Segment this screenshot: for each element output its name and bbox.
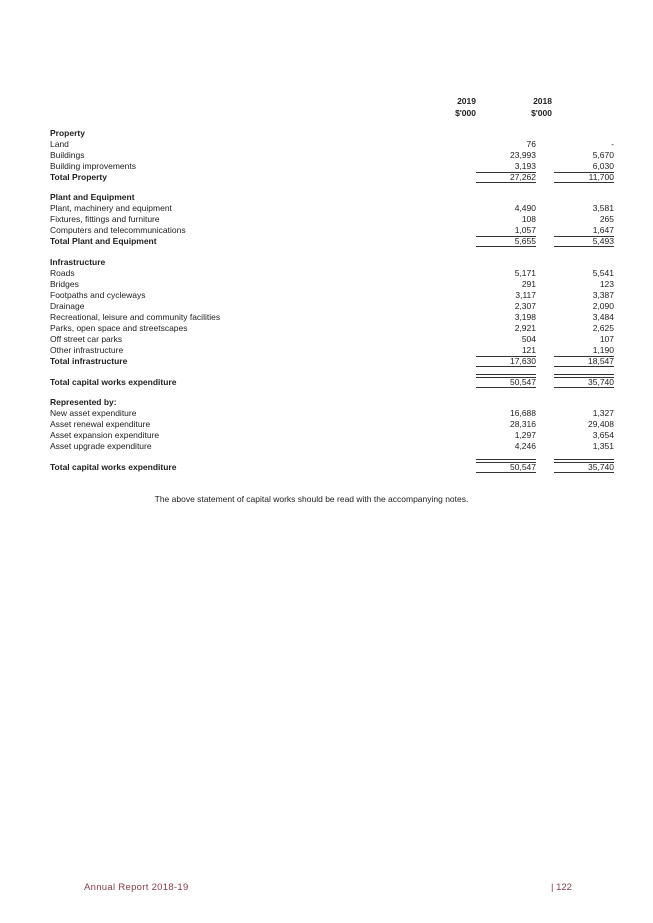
row-label: Asset expansion expenditure — [50, 430, 160, 440]
value-2019: 27,262 — [476, 172, 536, 183]
table-row — [50, 312, 614, 323]
column-unit-2019: $'000 — [455, 108, 476, 118]
total-row — [50, 356, 614, 367]
row-label: Buildings — [50, 150, 85, 160]
value-2018: 3,654 — [592, 430, 614, 440]
row-label: New asset expenditure — [50, 408, 137, 418]
value-2019: 1,057 — [514, 225, 536, 235]
table-row — [50, 139, 614, 150]
column-year-2019: 2019 — [457, 96, 476, 106]
section-heading — [50, 192, 577, 203]
table-row — [50, 214, 614, 225]
table-row — [50, 225, 614, 236]
row-label: Total capital works expenditure — [50, 377, 177, 387]
value-2019: 28,316 — [510, 419, 536, 429]
row-label: Total infrastructure — [50, 356, 128, 366]
value-2018: 6,030 — [592, 161, 614, 171]
value-2019: 4,490 — [514, 203, 536, 213]
value-2018: 2,090 — [592, 301, 614, 311]
table-row — [50, 268, 614, 279]
row-label: Parks, open space and streetscapes — [50, 323, 188, 333]
total-row — [50, 172, 614, 183]
column-header-2019 — [416, 95, 476, 119]
column-unit-2018: $'000 — [531, 108, 552, 118]
row-label: Fixtures, fittings and furniture — [50, 214, 160, 224]
row-label: Footpaths and cycleways — [50, 290, 146, 300]
value-2019: 50,547 — [476, 462, 536, 473]
footer-page-number: | 122 — [551, 882, 572, 893]
column-year-2018: 2018 — [533, 96, 552, 106]
value-2019: 4,246 — [514, 441, 536, 451]
total-row — [50, 462, 614, 473]
total-row — [50, 377, 614, 388]
value-2018: 5,493 — [554, 236, 614, 247]
value-2018: 1,190 — [592, 345, 614, 355]
value-2019: 5,171 — [514, 268, 536, 278]
value-2019: 291 — [521, 279, 536, 289]
footer-report-title: Annual Report 2018-19 — [84, 882, 189, 893]
value-2019: 3,117 — [515, 290, 536, 300]
row-label: Property — [50, 128, 85, 138]
row-label: Roads — [50, 268, 75, 278]
row-label: Off street car parks — [50, 334, 123, 344]
value-2018: 18,547 — [554, 356, 614, 367]
table-row — [50, 323, 614, 334]
value-2018: 123 — [599, 279, 614, 289]
row-label: Computers and telecommunications — [50, 225, 186, 235]
value-2019: 1,297 — [514, 430, 536, 440]
row-label: Total Plant and Equipment — [50, 236, 157, 246]
value-2019: 23,993 — [510, 150, 536, 160]
value-2018: 1,647 — [592, 225, 614, 235]
value-2019: 108 — [521, 214, 536, 224]
table-row — [50, 419, 614, 430]
table-row — [50, 408, 614, 419]
value-2019: 2,921 — [514, 323, 536, 333]
table-row — [50, 279, 614, 290]
table-row — [50, 334, 614, 345]
value-2019: 76 — [526, 139, 536, 149]
total-row — [50, 236, 614, 247]
value-2018: 3,484 — [592, 312, 614, 322]
value-2019: 121 — [521, 345, 536, 355]
value-2018: 35,740 — [554, 462, 614, 473]
value-2018: 1,327 — [592, 408, 614, 418]
value-2019: 5,655 — [476, 236, 536, 247]
table-row — [50, 301, 614, 312]
section-heading — [50, 397, 577, 408]
value-2018: 11,700 — [554, 172, 614, 183]
value-2018: 3,387 — [592, 290, 614, 300]
row-label: Drainage — [50, 301, 85, 311]
section-heading — [50, 257, 577, 268]
row-label: Other infrastructure — [50, 345, 124, 355]
row-label: Asset upgrade expenditure — [50, 441, 152, 451]
value-2019: 2,307 — [514, 301, 536, 311]
row-label: Building improvements — [50, 161, 136, 171]
value-2019: 17,630 — [476, 356, 536, 367]
value-2018: 3,581 — [592, 203, 614, 213]
value-2018: - — [611, 139, 614, 149]
statement-note: The above statement of capital works should be read with the accompanying notes. — [154, 494, 469, 504]
row-label: Bridges — [50, 279, 79, 289]
value-2019: 50,547 — [476, 377, 536, 388]
row-label: Represented by: — [50, 397, 117, 407]
row-label: Land — [50, 139, 69, 149]
table-row — [50, 203, 614, 214]
value-2019: 3,198 — [514, 312, 536, 322]
row-label: Total Property — [50, 172, 107, 182]
value-2019: 3,193 — [514, 161, 536, 171]
value-2018: 35,740 — [554, 377, 614, 388]
value-2018: 2,625 — [592, 323, 614, 333]
table-row — [50, 441, 614, 452]
row-label: Total capital works expenditure — [50, 462, 177, 472]
row-label: Recreational, leisure and community facilities — [50, 312, 221, 322]
value-2018: 1,351 — [592, 441, 614, 451]
row-label: Plant, machinery and equipment — [50, 203, 172, 213]
value-2018: 29,408 — [588, 419, 614, 429]
column-header-2018 — [492, 95, 552, 119]
value-2019: 504 — [521, 334, 536, 344]
table-row — [50, 345, 614, 356]
row-label: Plant and Equipment — [50, 192, 135, 202]
value-2019: 16,688 — [510, 408, 536, 418]
section-heading — [50, 128, 577, 139]
value-2018: 265 — [599, 214, 614, 224]
value-2018: 5,670 — [592, 150, 614, 160]
table-row — [50, 150, 614, 161]
table-row — [50, 161, 614, 172]
value-2018: 107 — [599, 334, 614, 344]
table-row — [50, 430, 614, 441]
row-label: Asset renewal expenditure — [50, 419, 151, 429]
row-label: Infrastructure — [50, 257, 106, 267]
value-2018: 5,541 — [592, 268, 614, 278]
table-row — [50, 290, 614, 301]
